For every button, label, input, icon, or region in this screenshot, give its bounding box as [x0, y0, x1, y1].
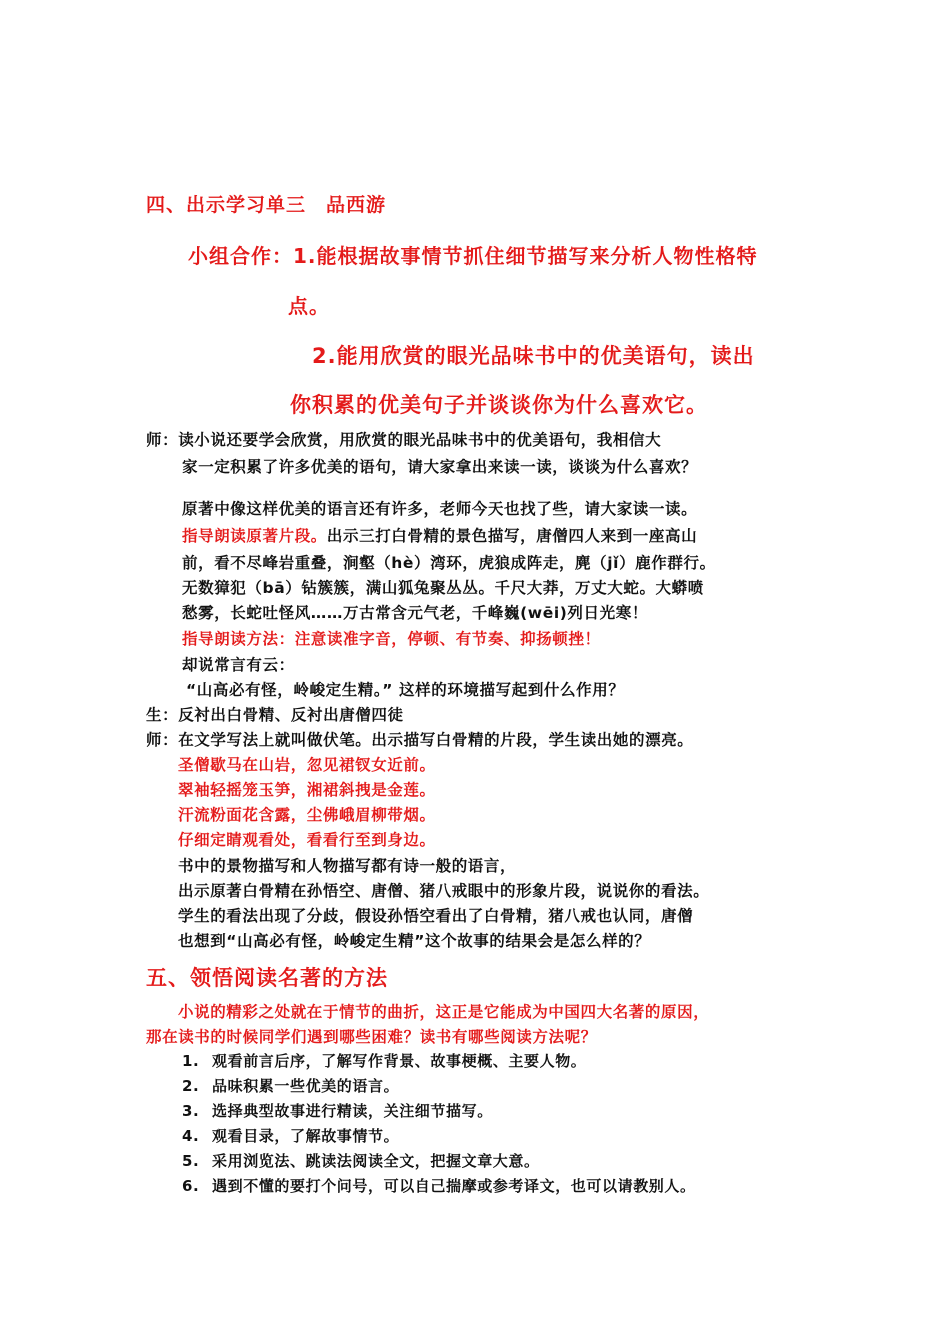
- section-5-intro-2: 那在读书的时候同学们遇到哪些困难？读书有哪些阅读方法呢？: [146, 1028, 597, 1046]
- method-item: [182, 1100, 493, 1121]
- lesson-line-16: 也想到“山高必有怪，岭峻定生精”这个故事的结果会是怎么样的？: [178, 932, 651, 950]
- method-text: 观看目录，了解故事情节。: [212, 1127, 400, 1145]
- lesson-line-10: “山高必有怪，岭峻定生精。” 这样的环境描写起到什么作用？: [186, 681, 625, 699]
- section-5-heading: 五、领悟阅读名著的方法: [146, 966, 388, 990]
- lesson-line-5: 前，看不尽峰岩重叠，涧壑（hè）湾环，虎狼成阵走，麂（jǐ）鹿作群行。: [182, 554, 716, 572]
- method-number: 3.: [182, 1102, 200, 1120]
- lesson-line-13: 书中的景物描写和人物描写都有诗一般的语言，: [178, 857, 517, 875]
- student-line: 生：反衬出白骨精、反衬出唐僧四徒: [146, 706, 404, 724]
- method-text: 品味积累一些优美的语言。: [212, 1077, 400, 1095]
- method-number: 6.: [182, 1177, 200, 1195]
- method-number: 4.: [182, 1127, 200, 1145]
- goal-2-line-2: 你积累的优美句子并谈谈你为什么喜欢它。: [290, 393, 708, 417]
- lesson-line-14: 出示原著白骨精在孙悟空、唐僧、猪八戒眼中的形象片段，说说你的看法。: [178, 882, 710, 900]
- method-item: [182, 1150, 540, 1171]
- method-item: [182, 1125, 399, 1146]
- lesson-line-7: 愁雾，长蛇吐怪风……万古常含元气老，千峰巍(wēi)列日光寒！: [182, 604, 648, 622]
- poem-line-2: 翠袖轻摇笼玉笋，湘裙斜拽是金莲。: [178, 781, 436, 799]
- method-item: [182, 1050, 586, 1071]
- guided-reading-label: 指导朗读原著片段。: [182, 527, 327, 545]
- section-5-intro-1: 小说的精彩之处就在于情节的曲折，这正是它能成为中国四大名著的原因，: [178, 1003, 710, 1021]
- method-number: 1.: [182, 1052, 200, 1070]
- teacher-line-12: 师：在文学写法上就叫做伏笔。出示描写白骨精的片段，学生读出她的漂亮。: [146, 731, 694, 749]
- lesson-line-3: 原著中像这样优美的语言还有许多，老师今天也找了些，请大家读一读。: [182, 500, 698, 518]
- poem-line-4: 仔细定睛观看处，看看行至到身边。: [178, 831, 436, 849]
- method-text: 遇到不懂的要打个问号，可以自己揣摩或参考译文，也可以请教别人。: [212, 1177, 696, 1195]
- lesson-line-4: [182, 524, 697, 546]
- goal-1-line-1: 小组合作：1.能根据故事情节抓住细节描写来分析人物性格特: [188, 244, 758, 268]
- reading-method-line: 指导朗读方法：注意读准字音，停顿、有节奏、抑扬顿挫！: [182, 630, 601, 648]
- goal-1-line-2: 点。: [288, 294, 330, 318]
- section-4-heading: 四、出示学习单三 品西游: [146, 194, 387, 216]
- method-number: 5.: [182, 1152, 200, 1170]
- method-text: 观看前言后序，了解写作背景、故事梗概、主要人物。: [212, 1052, 587, 1070]
- lesson-line-6: 无数獐犯（bā）钻簇簇，满山狐兔聚丛丛。千尺大莽，万丈大蛇。大蟒喷: [182, 579, 704, 597]
- method-item: [182, 1175, 696, 1196]
- method-text: 选择典型故事进行精读，关注细节描写。: [212, 1102, 493, 1120]
- method-number: 2.: [182, 1077, 200, 1095]
- goal-2-line-1: 2.能用欣赏的眼光品味书中的优美语句，读出: [312, 344, 755, 368]
- lesson-line-9: 却说常言有云：: [182, 656, 295, 674]
- teacher-line-1: 师：读小说还要学会欣赏，用欣赏的眼光品味书中的优美语句，我相信大: [146, 431, 662, 449]
- poem-line-3: 汗流粉面花含露，尘佛峨眉柳带烟。: [178, 806, 436, 824]
- method-text: 采用浏览法、跳读法阅读全文，把握文章大意。: [212, 1152, 540, 1170]
- lesson-line-15: 学生的看法出现了分歧，假设孙悟空看出了白骨精，猪八戒也认同，唐僧: [178, 907, 694, 925]
- teacher-line-2: 家一定积累了许多优美的语句，请大家拿出来读一读，谈谈为什么喜欢？: [182, 458, 698, 476]
- method-item: [182, 1075, 399, 1096]
- guided-reading-text: 出示三打白骨精的景色描写，唐僧四人来到一座高山: [326, 527, 698, 545]
- poem-line-1: 圣僧歇马在山岩，忽见裙钗女近前。: [178, 756, 436, 774]
